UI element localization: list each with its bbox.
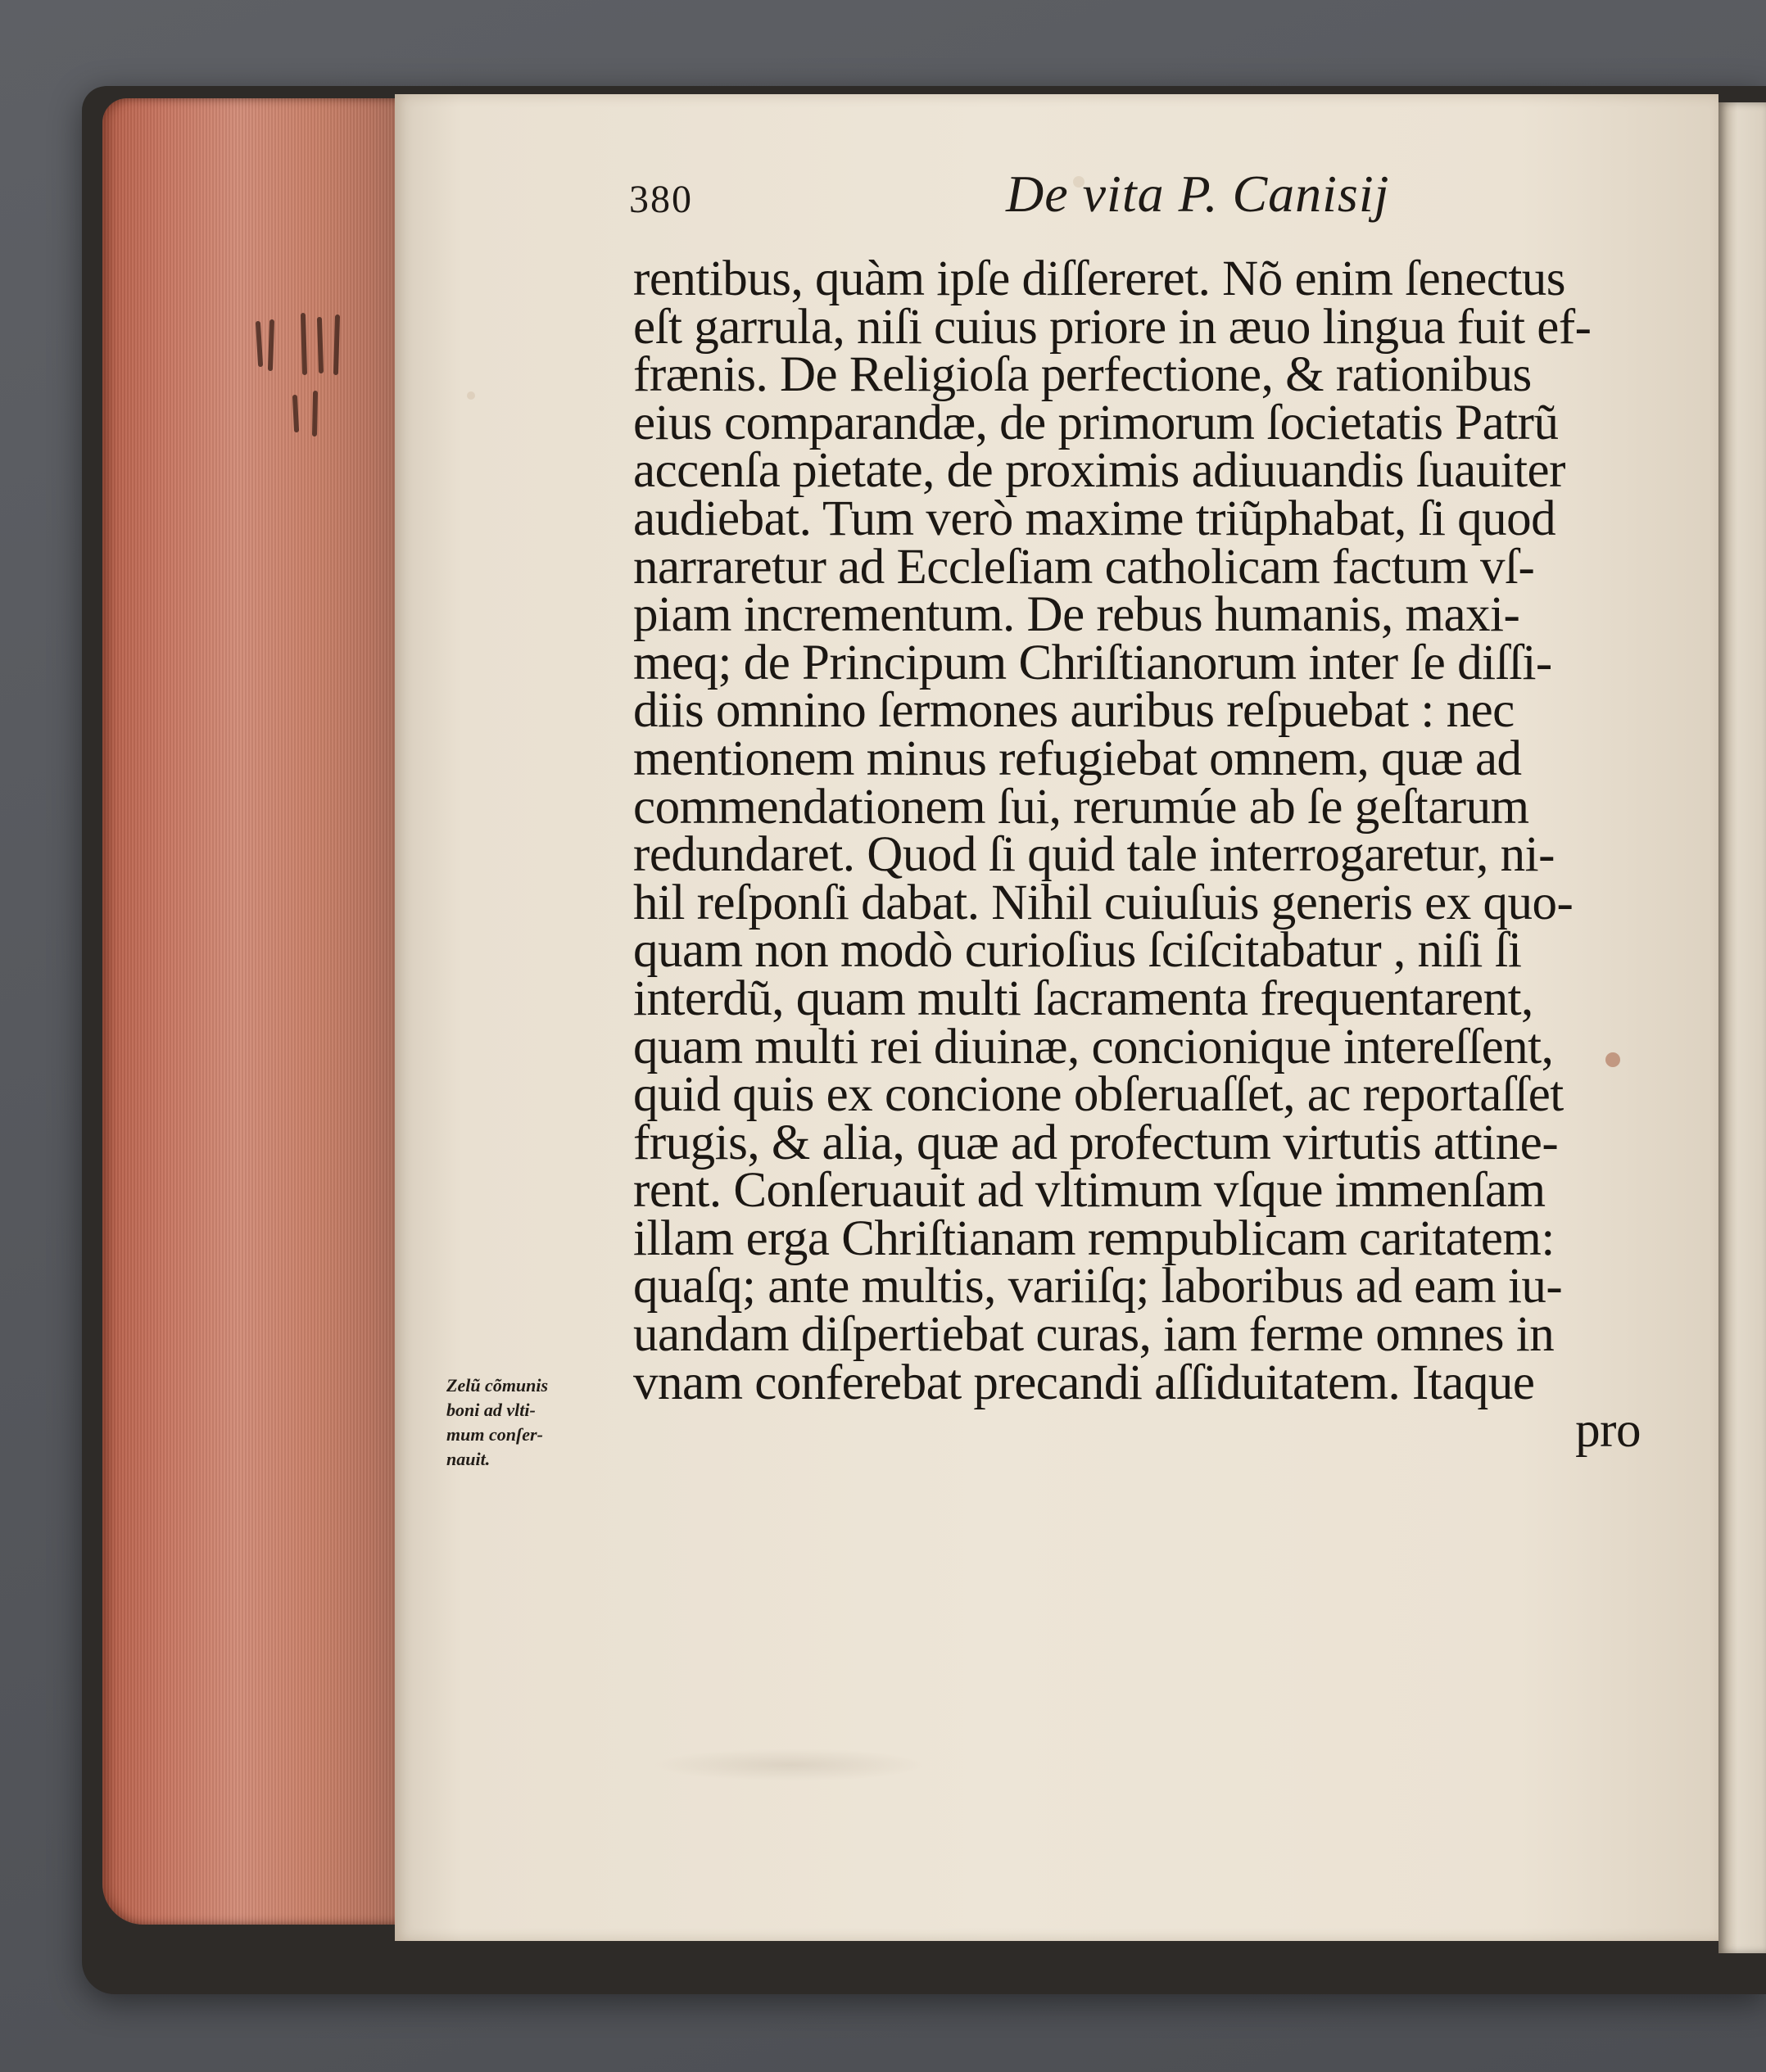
text-line: eius comparandæ, de primorum ſocietatis Patrũ <box>633 395 1559 450</box>
marginal-note-line: nauit. <box>446 1449 491 1469</box>
text-line: audiebat. Tum verò maxime triũphabat, ſi quod <box>633 491 1556 546</box>
text-line: frugis, & alia, quæ ad profectum virtutis attine- <box>633 1115 1559 1170</box>
page-number: 380 <box>629 178 693 221</box>
text-line: rent. Conſeruauit ad vltimum vſque immenſam <box>633 1163 1546 1219</box>
text-line: narraretur ad Eccleſiam catholicam factum vſ- <box>633 539 1535 595</box>
text-line: rentibus, quàm ipſe diſſereret. Nõ enim ſenectus <box>633 251 1566 306</box>
catchword: pro <box>1575 1403 1641 1459</box>
edge-ink-marks <box>246 307 385 455</box>
text-line: frænis. De Religioſa perfectione, & rationibus <box>633 347 1532 403</box>
text-line: uandam diſpertiebat curas, iam ferme omnes in <box>633 1307 1555 1363</box>
text-line: illam erga Chriſtianam rempublicam caritatem: <box>633 1210 1555 1266</box>
text-line: accenſa pietate, de proximis adiuuandis ſuauiter <box>633 443 1565 499</box>
text-line: quam multi rei diuinæ, concionique intereſſent, <box>633 1019 1554 1074</box>
text-line: hil reſponſi dabat. Nihil cuiuſuis generis ex quo- <box>633 875 1574 930</box>
bleed-through <box>651 1749 930 1781</box>
text-line: meq; de Principum Chriſtianorum inter ſe diſſi- <box>633 635 1552 690</box>
body-text <box>633 251 1665 1459</box>
text-line: quid quis ex concione obſeruaſſet, ac reportaſſet <box>633 1067 1564 1123</box>
facing-page-edge <box>1718 102 1766 1953</box>
marginal-note-line: mum conſer- <box>446 1424 543 1445</box>
text-line: quam non modò curioſius ſciſcitabatur , niſi ſi <box>633 923 1522 979</box>
text-line: eſt garrula, niſi cuius priore in æuo lingua fuit ef- <box>633 299 1592 355</box>
text-line: diis omnino ſermones auribus reſpuebat : nec <box>633 683 1515 739</box>
marginal-note-line: Zelũ cõmunis <box>446 1375 549 1396</box>
text-line: piam incrementum. De rebus humanis, maxi- <box>633 587 1520 643</box>
marginal-note-line: boni ad vlti- <box>446 1400 536 1420</box>
text-line: mentionem minus refugiebat omnem, quæ ad <box>633 731 1522 786</box>
text-line: interdũ, quam multi ſacramenta frequentarent, <box>633 970 1533 1026</box>
text-line: vnam conferebat precandi aſſiduitatem. Itaque <box>633 1355 1535 1410</box>
text-line: redundaret. Quod ſi quid tale interrogaretur, ni- <box>633 827 1555 883</box>
text-line: quaſq; ante multis, variiſq; laboribus ad eam iu- <box>633 1259 1563 1314</box>
foxing-spot <box>467 391 475 400</box>
marginal-note <box>446 1373 610 1472</box>
running-head: De vita P. Canisij <box>1006 165 1390 223</box>
text-line: commendationem ſui, rerumúe ab ſe geſtarum <box>633 779 1529 835</box>
